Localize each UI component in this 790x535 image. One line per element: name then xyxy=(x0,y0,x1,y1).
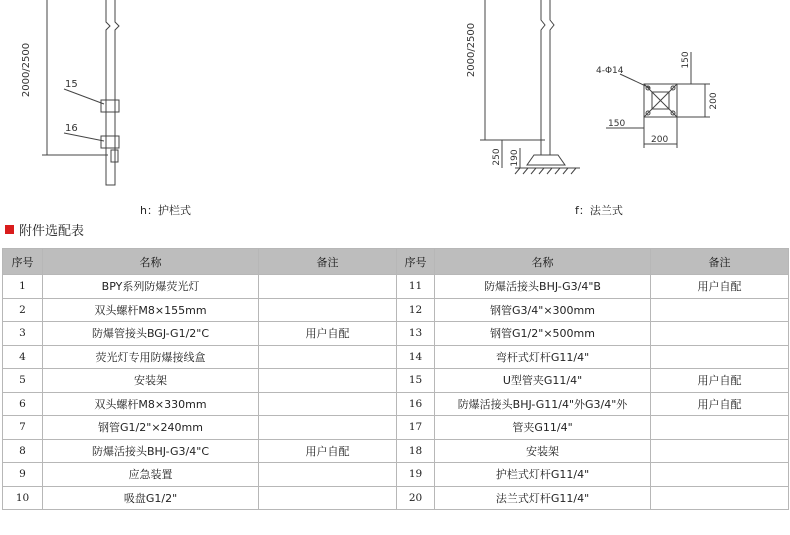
seq-cell: 19 xyxy=(397,463,435,487)
seq-cell: 4 xyxy=(3,345,43,369)
left-clamp-upper xyxy=(101,100,119,112)
bolt-label: 4-Φ14 xyxy=(596,66,624,76)
seq-cell: 10 xyxy=(3,486,43,510)
red-square-icon xyxy=(5,225,14,234)
header-name-left: 名称 xyxy=(43,249,259,275)
seq-cell: 16 xyxy=(397,392,435,416)
name-cell: 双头螺杆M8×155mm xyxy=(43,298,259,322)
table-row xyxy=(3,322,789,346)
note-cell xyxy=(259,275,397,299)
note-cell xyxy=(651,463,789,487)
note-cell xyxy=(259,392,397,416)
note-cell xyxy=(651,345,789,369)
seq-cell: 11 xyxy=(397,275,435,299)
section-title xyxy=(5,220,84,238)
seq-cell: 2 xyxy=(3,298,43,322)
name-cell: 法兰式灯杆G11/4" xyxy=(435,486,651,510)
name-cell: 钢管G3/4"×300mm xyxy=(435,298,651,322)
dim-200-right: 200 xyxy=(709,92,719,110)
name-cell: 荧光灯专用防爆接线盒 xyxy=(43,345,259,369)
dim-190: 190 xyxy=(510,149,520,167)
note-cell: 用户自配 xyxy=(651,392,789,416)
note-cell xyxy=(651,322,789,346)
right-pole xyxy=(541,0,554,155)
name-cell: 管夹G11/4" xyxy=(435,416,651,440)
technical-drawings xyxy=(0,0,790,215)
note-cell xyxy=(259,486,397,510)
section-title-text: 附件选配表 xyxy=(19,223,85,239)
seq-cell: 6 xyxy=(3,392,43,416)
ground-hatch xyxy=(515,168,576,174)
seq-cell: 3 xyxy=(3,322,43,346)
name-cell: 安装架 xyxy=(435,439,651,463)
seq-cell: 14 xyxy=(397,345,435,369)
note-cell: 用户自配 xyxy=(259,439,397,463)
seq-cell: 18 xyxy=(397,439,435,463)
seq-cell: 17 xyxy=(397,416,435,440)
drawing-canvas xyxy=(0,0,790,215)
name-cell: 钢管G1/2"×500mm xyxy=(435,322,651,346)
name-cell: 吸盘G1/2" xyxy=(43,486,259,510)
table-row xyxy=(3,298,789,322)
table-body xyxy=(3,275,789,510)
note-cell xyxy=(259,463,397,487)
right-height-label: 2000/2500 xyxy=(466,22,477,78)
note-cell xyxy=(651,298,789,322)
table-row xyxy=(3,486,789,510)
name-cell: BPY系列防爆荧光灯 xyxy=(43,275,259,299)
table-row xyxy=(3,275,789,299)
accessory-table xyxy=(2,248,789,510)
left-height-label: 2000/2500 xyxy=(21,42,32,98)
name-cell: 护栏式灯杆G11/4" xyxy=(435,463,651,487)
bolt-leader xyxy=(620,74,650,88)
name-cell: 安装架 xyxy=(43,369,259,393)
left-drawing xyxy=(42,0,119,185)
name-cell: 防爆管接头BGJ-G1/2"C xyxy=(43,322,259,346)
note-cell xyxy=(259,369,397,393)
seq-cell: 5 xyxy=(3,369,43,393)
note-cell: 用户自配 xyxy=(259,322,397,346)
seq-cell: 7 xyxy=(3,416,43,440)
right-base-flange xyxy=(527,155,565,165)
callout-15-leader xyxy=(64,89,104,104)
seq-cell: 8 xyxy=(3,439,43,463)
note-cell xyxy=(259,298,397,322)
dim-150-bottom: 150 xyxy=(608,119,626,129)
name-cell: 双头螺杆M8×330mm xyxy=(43,392,259,416)
name-cell: U型管夹G11/4" xyxy=(435,369,651,393)
name-cell: 防爆活接头BHJ-G3/4"C xyxy=(43,439,259,463)
left-caption: h：护栏式 xyxy=(140,204,191,217)
header-note-left: 备注 xyxy=(259,249,397,275)
right-caption: f：法兰式 xyxy=(575,204,623,217)
note-cell xyxy=(651,416,789,440)
table-row xyxy=(3,392,789,416)
table-row xyxy=(3,439,789,463)
name-cell: 弯杆式灯杆G11/4" xyxy=(435,345,651,369)
note-cell xyxy=(651,486,789,510)
left-clamp-lower xyxy=(101,136,119,148)
header-note-right: 备注 xyxy=(651,249,789,275)
callout-15: 15 xyxy=(65,79,78,90)
seq-cell: 13 xyxy=(397,322,435,346)
name-cell: 应急装置 xyxy=(43,463,259,487)
left-pole xyxy=(106,0,119,185)
note-cell xyxy=(651,439,789,463)
table-row xyxy=(3,416,789,440)
name-cell: 防爆活接头BHJ-G3/4"B xyxy=(435,275,651,299)
note-cell xyxy=(259,416,397,440)
header-name-right: 名称 xyxy=(435,249,651,275)
dim-250: 250 xyxy=(492,148,502,166)
callout-16-leader xyxy=(64,133,104,141)
right-drawing xyxy=(480,0,710,174)
seq-cell: 12 xyxy=(397,298,435,322)
table-row xyxy=(3,463,789,487)
dim-200-bottom: 200 xyxy=(651,135,669,145)
seq-cell: 15 xyxy=(397,369,435,393)
note-cell: 用户自配 xyxy=(651,369,789,393)
seq-cell: 20 xyxy=(397,486,435,510)
name-cell: 防爆活接头BHJ-G11/4"外G3/4"外 xyxy=(435,392,651,416)
table-row xyxy=(3,345,789,369)
table-row xyxy=(3,369,789,393)
seq-cell: 9 xyxy=(3,463,43,487)
note-cell: 用户自配 xyxy=(651,275,789,299)
name-cell: 钢管G1/2"×240mm xyxy=(43,416,259,440)
table-header-row xyxy=(3,249,789,275)
note-cell xyxy=(259,345,397,369)
dim-150-right: 150 xyxy=(681,51,691,69)
header-seq-left: 序号 xyxy=(3,249,43,275)
seq-cell: 1 xyxy=(3,275,43,299)
callout-16: 16 xyxy=(65,123,78,134)
header-seq-right: 序号 xyxy=(397,249,435,275)
